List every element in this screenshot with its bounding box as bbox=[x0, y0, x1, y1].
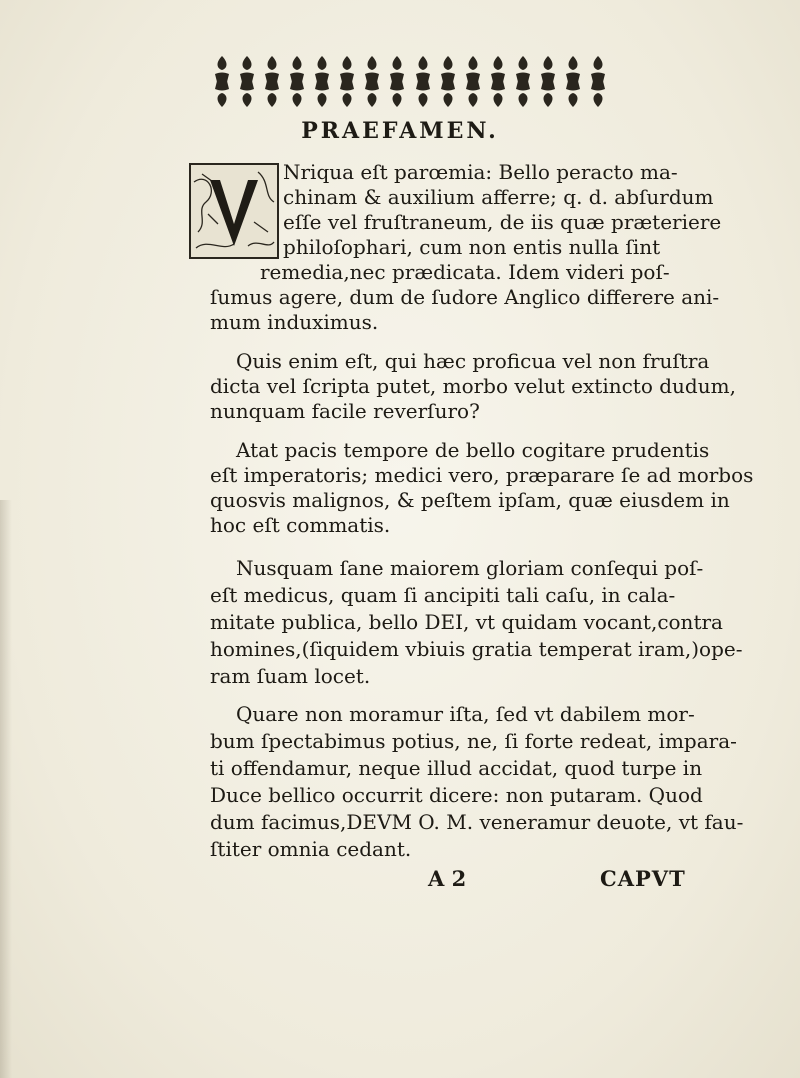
fleuron-icon bbox=[237, 79, 257, 109]
text-line: Atat pacis tempore de bello cogitare prudentis bbox=[236, 438, 710, 462]
signature-mark: A 2 bbox=[428, 866, 467, 891]
page-edge-shadow bbox=[0, 500, 12, 1078]
fleuron-icon bbox=[212, 79, 232, 109]
text-line: mum induximus. bbox=[210, 310, 379, 334]
catchword: CAPVT bbox=[600, 866, 686, 891]
fleuron-icon bbox=[287, 79, 307, 109]
fleuron-icon bbox=[488, 79, 508, 109]
text-line: eſt imperatoris; medici vero, præparare ſe ad morbos bbox=[210, 463, 754, 487]
text-line: ſtiter omnia cedant. bbox=[210, 837, 412, 861]
fleuron-icon bbox=[337, 79, 357, 109]
text-line: homines,(ſiquidem vbiuis gratia temperat iram,)ope- bbox=[210, 637, 743, 661]
text-line: chinam & auxilium afferre; q. d. abſurdum bbox=[283, 185, 714, 209]
ornament-border-bottom bbox=[212, 78, 608, 110]
text-line: dum facimus,DEVM O. M. veneramur deuote, vt fau- bbox=[210, 810, 744, 834]
text-line: Quare non moramur iſta, ſed vt dabilem mor- bbox=[236, 702, 695, 726]
fleuron-icon bbox=[438, 79, 458, 109]
fleuron-icon bbox=[513, 79, 533, 109]
page-title: PRAEFAMEN. bbox=[301, 118, 499, 144]
text-line: dicta vel ſcripta putet, morbo velut extincto dudum, bbox=[210, 374, 736, 398]
fleuron-icon bbox=[588, 79, 608, 109]
text-line: mitate publica, bello DEI, vt quidam vocant,contra bbox=[210, 610, 723, 634]
fleuron-icon bbox=[387, 79, 407, 109]
fleuron-icon bbox=[563, 79, 583, 109]
text-line: ti offendamur, neque illud accidat, quod turpe in bbox=[210, 756, 703, 780]
text-line: Duce bellico occurrit dicere: non putaram. Quod bbox=[210, 783, 703, 807]
fleuron-icon bbox=[312, 79, 332, 109]
fleuron-icon bbox=[262, 79, 282, 109]
text-line: Nriqua eſt parœmia: Bello peracto ma- bbox=[283, 160, 678, 184]
text-line: philoſophari, cum non entis nulla ſint bbox=[283, 235, 661, 259]
fleuron-icon bbox=[362, 79, 382, 109]
text-line: Quis enim eſt, qui hæc proficua vel non fruſtra bbox=[236, 349, 710, 373]
text-line: Nusquam ſane maiorem gloriam conſequi poſ- bbox=[236, 556, 704, 580]
text-line: nunquam facile reverſuro? bbox=[210, 399, 480, 423]
fleuron-icon bbox=[463, 79, 483, 109]
text-line: hoc eſt commatis. bbox=[210, 513, 391, 537]
text-line: eſt medicus, quam ſi ancipiti tali caſu, in cala- bbox=[210, 583, 676, 607]
fleuron-icon bbox=[538, 79, 558, 109]
decorated-initial-icon bbox=[188, 162, 280, 260]
fleuron-icon bbox=[413, 79, 433, 109]
text-line: ram ſuam locet. bbox=[210, 664, 371, 688]
text-line: eſſe vel fruſtraneum, de iis quæ præteriere bbox=[283, 210, 722, 234]
text-line: ſumus agere, dum de ſudore Anglico differere ani- bbox=[210, 285, 720, 309]
text-line: bum ſpectabimus potius, ne, ſi forte redeat, impara- bbox=[210, 729, 737, 753]
text-line: remedia,nec prædicata. Idem videri poſ- bbox=[260, 260, 670, 284]
text-line: quosvis malignos, & peſtem ipſam, quæ eiusdem in bbox=[210, 488, 730, 512]
